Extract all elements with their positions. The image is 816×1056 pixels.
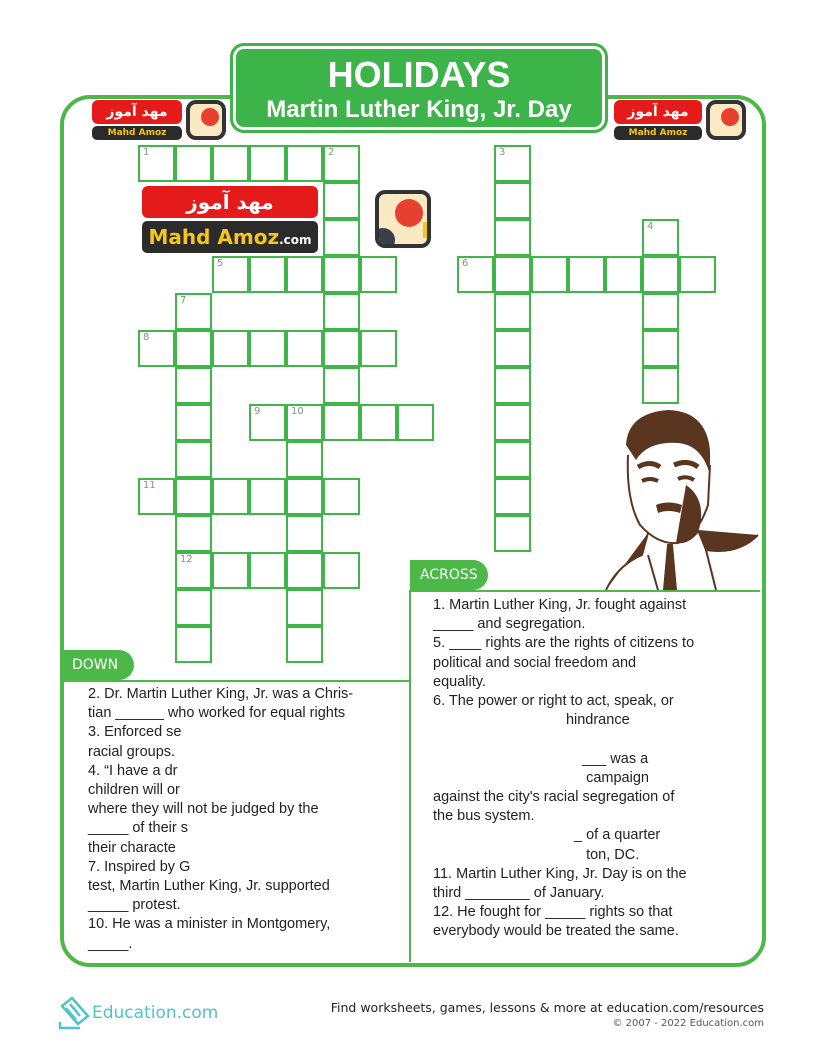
down-tab: DOWN bbox=[62, 650, 134, 680]
crossword-cell[interactable] bbox=[642, 367, 679, 404]
crossword-cell[interactable] bbox=[494, 478, 531, 515]
watermark-small-right-persian: مهد آموز bbox=[614, 100, 702, 124]
crossword-cell[interactable] bbox=[642, 256, 679, 293]
footer-text bbox=[331, 1000, 764, 1029]
crossword-cell[interactable] bbox=[286, 256, 323, 293]
crossword-cell[interactable] bbox=[286, 145, 323, 182]
crossword-cell[interactable] bbox=[175, 404, 212, 441]
down-divider bbox=[62, 680, 410, 682]
crossword-cell[interactable] bbox=[138, 145, 175, 182]
crossword-cell[interactable] bbox=[286, 441, 323, 478]
crossword-cell[interactable] bbox=[249, 478, 286, 515]
crossword-cell[interactable] bbox=[323, 478, 360, 515]
clue-line: 11. Martin Luther King, Jr. Day is on the bbox=[433, 865, 687, 882]
crossword-cell[interactable] bbox=[286, 330, 323, 367]
watermark-persian: مهد آموز bbox=[142, 186, 318, 218]
crossword-cell[interactable] bbox=[212, 552, 249, 589]
crossword-cell[interactable] bbox=[175, 330, 212, 367]
crossword-cell[interactable] bbox=[531, 256, 568, 293]
crossword-cell[interactable] bbox=[212, 145, 249, 182]
crossword-cell[interactable] bbox=[642, 219, 679, 256]
watermark-logo-icon bbox=[375, 190, 431, 248]
crossword-cell[interactable] bbox=[323, 552, 360, 589]
crossword-cell[interactable] bbox=[138, 478, 175, 515]
crossword-cell[interactable] bbox=[212, 330, 249, 367]
clue-line: ton, DC. bbox=[433, 846, 640, 863]
clue-line: against the city's racial segregation of bbox=[433, 789, 675, 805]
crossword-cell[interactable] bbox=[138, 330, 175, 367]
clue-line: campaign bbox=[433, 769, 649, 786]
clue-line: children will or bbox=[88, 782, 180, 798]
clue-line: their characte bbox=[88, 839, 176, 856]
clue-line: third ________ of January. bbox=[433, 885, 605, 901]
crossword-cell[interactable] bbox=[494, 404, 531, 441]
mlk-portrait bbox=[598, 405, 763, 590]
crossword-cell[interactable] bbox=[175, 589, 212, 626]
clue-line: hindrance bbox=[433, 712, 630, 729]
crossword-cell[interactable] bbox=[360, 404, 397, 441]
column-divider bbox=[409, 590, 411, 962]
crossword-cell[interactable] bbox=[212, 478, 249, 515]
clue-line: 12. He fought for _____ rights so that bbox=[433, 904, 673, 921]
crossword-cell[interactable] bbox=[494, 293, 531, 330]
crossword-cell[interactable] bbox=[175, 367, 212, 404]
clue-number: 6 bbox=[462, 258, 469, 269]
crossword-cell[interactable] bbox=[286, 478, 323, 515]
watermark-small-right-latin: Mahd Amoz bbox=[614, 126, 702, 140]
watermark-latin bbox=[142, 221, 318, 253]
clue-number: 10 bbox=[291, 406, 304, 417]
clue-line: _____. bbox=[88, 935, 133, 952]
crossword-cell[interactable] bbox=[323, 256, 360, 293]
crossword-cell[interactable] bbox=[175, 293, 212, 330]
watermark-tld: .com bbox=[279, 233, 312, 247]
education-logo[interactable] bbox=[58, 996, 218, 1030]
crossword-cell[interactable] bbox=[494, 256, 531, 293]
crossword-cell[interactable] bbox=[679, 256, 716, 293]
watermark-small-left-latin: Mahd Amoz bbox=[92, 126, 182, 140]
education-brand: Education.com bbox=[92, 1003, 219, 1023]
clue-line: _____ and segregation. bbox=[433, 616, 586, 633]
crossword-cell[interactable] bbox=[212, 256, 249, 293]
crossword-cell[interactable] bbox=[457, 256, 494, 293]
crossword-cell[interactable] bbox=[605, 256, 642, 293]
clue-line: tian ______ who worked for equal rights bbox=[88, 705, 346, 722]
watermark-small-left-persian: مهد آموز bbox=[92, 100, 182, 124]
crossword-cell[interactable] bbox=[323, 293, 360, 330]
crossword-cell[interactable] bbox=[360, 256, 397, 293]
page-subtitle: Martin Luther King, Jr. Day bbox=[266, 96, 572, 123]
crossword-cell[interactable] bbox=[286, 626, 323, 663]
crossword-cell[interactable] bbox=[175, 626, 212, 663]
crossword-cell[interactable] bbox=[494, 367, 531, 404]
crossword-cell[interactable] bbox=[175, 145, 212, 182]
crossword-cell[interactable] bbox=[249, 256, 286, 293]
crossword-cell[interactable] bbox=[323, 145, 360, 182]
clue-line: test, Martin Luther King, Jr. supported bbox=[88, 878, 330, 894]
page-title: HOLIDAYS bbox=[327, 54, 511, 95]
clue-line: where they will not be judged by the bbox=[88, 801, 319, 818]
crossword-cell[interactable] bbox=[494, 330, 531, 367]
across-divider bbox=[410, 590, 760, 592]
crossword-cell[interactable] bbox=[175, 515, 212, 552]
crossword-cell[interactable] bbox=[323, 404, 360, 441]
clue-number: 3 bbox=[499, 147, 506, 158]
across-tab: ACROSS bbox=[410, 560, 488, 590]
clue-number: 11 bbox=[143, 480, 156, 491]
crossword-cell[interactable] bbox=[397, 404, 434, 441]
clue-line: equality. bbox=[433, 673, 486, 690]
crossword-cell[interactable] bbox=[323, 219, 360, 256]
clue-line: 1. Martin Luther King, Jr. fought against bbox=[433, 597, 687, 613]
crossword-cell[interactable] bbox=[494, 145, 531, 182]
clue-line: racial groups. bbox=[88, 743, 176, 760]
clue-number: 2 bbox=[328, 147, 335, 158]
clue-line: 4. “I have a dr bbox=[88, 762, 178, 779]
watermark-logo-icon bbox=[706, 100, 746, 140]
crossword-cell[interactable] bbox=[494, 515, 531, 552]
crossword-cell[interactable] bbox=[323, 367, 360, 404]
watermark-logo-icon bbox=[186, 100, 226, 140]
title-banner bbox=[230, 43, 608, 133]
crossword-cell[interactable] bbox=[360, 330, 397, 367]
crossword-cell[interactable] bbox=[249, 552, 286, 589]
clue-line: ___ was a bbox=[433, 750, 649, 767]
crossword-cell[interactable] bbox=[286, 552, 323, 589]
clue-line: 10. He was a minister in Montgomery, bbox=[88, 916, 331, 933]
clue-line: _____ protest. bbox=[88, 897, 181, 914]
clue-line: the bus system. bbox=[433, 808, 535, 825]
crossword-cell[interactable] bbox=[323, 182, 360, 219]
crossword-cell[interactable] bbox=[494, 441, 531, 478]
clue-line: political and social freedom and bbox=[433, 654, 637, 671]
clue-line: 2. Dr. Martin Luther King, Jr. was a Chris- bbox=[88, 686, 354, 702]
crossword-cell[interactable] bbox=[642, 330, 679, 367]
clue-line: _____ of their s bbox=[88, 820, 188, 837]
clue-number: 1 bbox=[143, 147, 150, 158]
crossword-cell[interactable] bbox=[249, 145, 286, 182]
crossword-cell[interactable] bbox=[568, 256, 605, 293]
crossword-cell[interactable] bbox=[323, 330, 360, 367]
crossword-cell[interactable] bbox=[642, 293, 679, 330]
footer-tagline: Find worksheets, games, lessons & more at education.com/resources bbox=[330, 1000, 764, 1015]
clue-number: 5 bbox=[217, 258, 224, 269]
watermark-latin-text: Mahd Amoz bbox=[148, 225, 280, 249]
crossword-cell[interactable] bbox=[249, 404, 286, 441]
crossword-cell[interactable] bbox=[175, 552, 212, 589]
crossword-cell[interactable] bbox=[286, 515, 323, 552]
pencil-book-icon bbox=[58, 996, 92, 1030]
clue-line: 7. Inspired by G bbox=[88, 858, 191, 875]
clue-line: 5. ____ rights are the rights of citizens to bbox=[433, 635, 695, 652]
clue-number: 12 bbox=[180, 554, 193, 565]
crossword-cell[interactable] bbox=[286, 589, 323, 626]
clue-line: everybody would be treated the same. bbox=[433, 923, 679, 940]
crossword-cell[interactable] bbox=[494, 182, 531, 219]
crossword-cell[interactable] bbox=[175, 478, 212, 515]
clue-number: 4 bbox=[647, 221, 654, 232]
clue-line: 6. The power or right to act, speak, or bbox=[433, 693, 674, 709]
clue-line: 3. Enforced se bbox=[88, 724, 182, 741]
clue-number: 9 bbox=[254, 406, 261, 417]
clue-line: _ of a quarter bbox=[433, 827, 661, 844]
clue-number: 7 bbox=[180, 295, 187, 306]
footer-copyright: © 2007 - 2022 Education.com bbox=[612, 1018, 764, 1029]
crossword-cell[interactable] bbox=[249, 330, 286, 367]
clue-number: 8 bbox=[143, 332, 150, 343]
crossword-cell[interactable] bbox=[286, 404, 323, 441]
crossword-cell[interactable] bbox=[175, 441, 212, 478]
crossword-cell[interactable] bbox=[494, 219, 531, 256]
